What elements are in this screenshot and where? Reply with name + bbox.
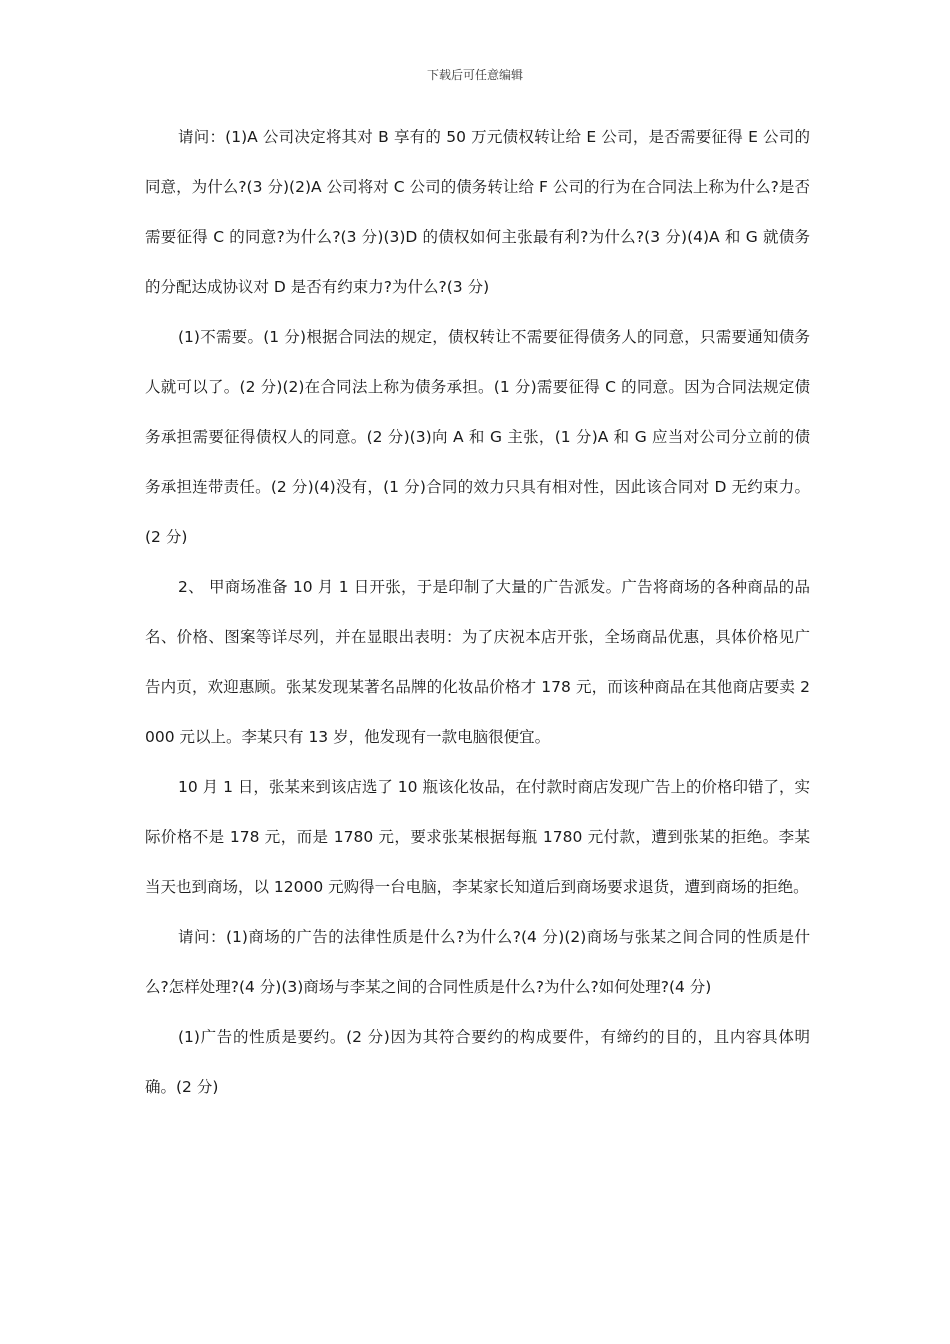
paragraph-case-2: 2、 甲商场准备 10 月 1 日开张，于是印制了大量的广告派发。广告将商场的各种商品的品名、价格、图案等详尽列，并在显眼出表明：为了庆祝本店开张，全场商品优惠，具体价格见广告内页，欢迎惠顾。张某发现某著名品牌的化妆品价格才 178 元，而该种商品在其他商店要卖 2000 元以上。李某只有 13 岁，他发现有一款电脑很便宜。 bbox=[145, 578, 810, 746]
paragraph-question-1: 请问：(1)A 公司决定将其对 B 享有的 50 万元债权转让给 E 公司，是否需要征得 E 公司的同意，为什么?(3 分)(2)A 公司将对 C 公司的债务转让给 F 公司的行为在合同法上称为什么?是否需要征得 C 的同意?为什么?(3 分)(3)D 的债权如何主张最有利?为什么?(3 分)(4)A 和 G 就债务的分配达成协议对 D 是否有约束力?为什么?(3 分) bbox=[145, 128, 810, 296]
document-body bbox=[145, 112, 810, 1112]
page-header: 下载后可任意编辑 bbox=[426, 68, 523, 82]
paragraph-question-2: 请问：(1)商场的广告的法律性质是什么?为什么?(4 分)(2)商场与张某之间合同的性质是什么?怎样处理?(4 分)(3)商场与李某之间的合同性质是什么?为什么?如何处理?(4 分) bbox=[145, 928, 810, 996]
paragraph-answer-2: (1)广告的性质是要约。(2 分)因为其符合要约的构成要件，有缔约的目的，且内容具体明确。(2 分) bbox=[145, 1028, 810, 1096]
paragraph-answer-1: (1)不需要。(1 分)根据合同法的规定，债权转让不需要征得债务人的同意，只需要通知债务人就可以了。(2 分)(2)在合同法上称为债务承担。(1 分)需要征得 C 的同意。因为合同法规定债务承担需要征得债权人的同意。(2 分)(3)向 A 和 G 主张，(1 分)A 和 G 应当对公司分立前的债务承担连带责任。(2 分)(4)没有，(1 分)合同的效力只具有相对性，因此该合同对 D 无约束力。(2 分) bbox=[145, 328, 810, 546]
paragraph-case-2-continued: 10 月 1 日，张某来到该店选了 10 瓶该化妆品，在付款时商店发现广告上的价格印错了，实际价格不是 178 元，而是 1780 元，要求张某根据每瓶 1780 元付款，遭到张某的拒绝。李某当天也到商场，以 12000 元购得一台电脑，李某家长知道后到商场要求退货，遭到商场的拒绝。 bbox=[145, 778, 810, 896]
